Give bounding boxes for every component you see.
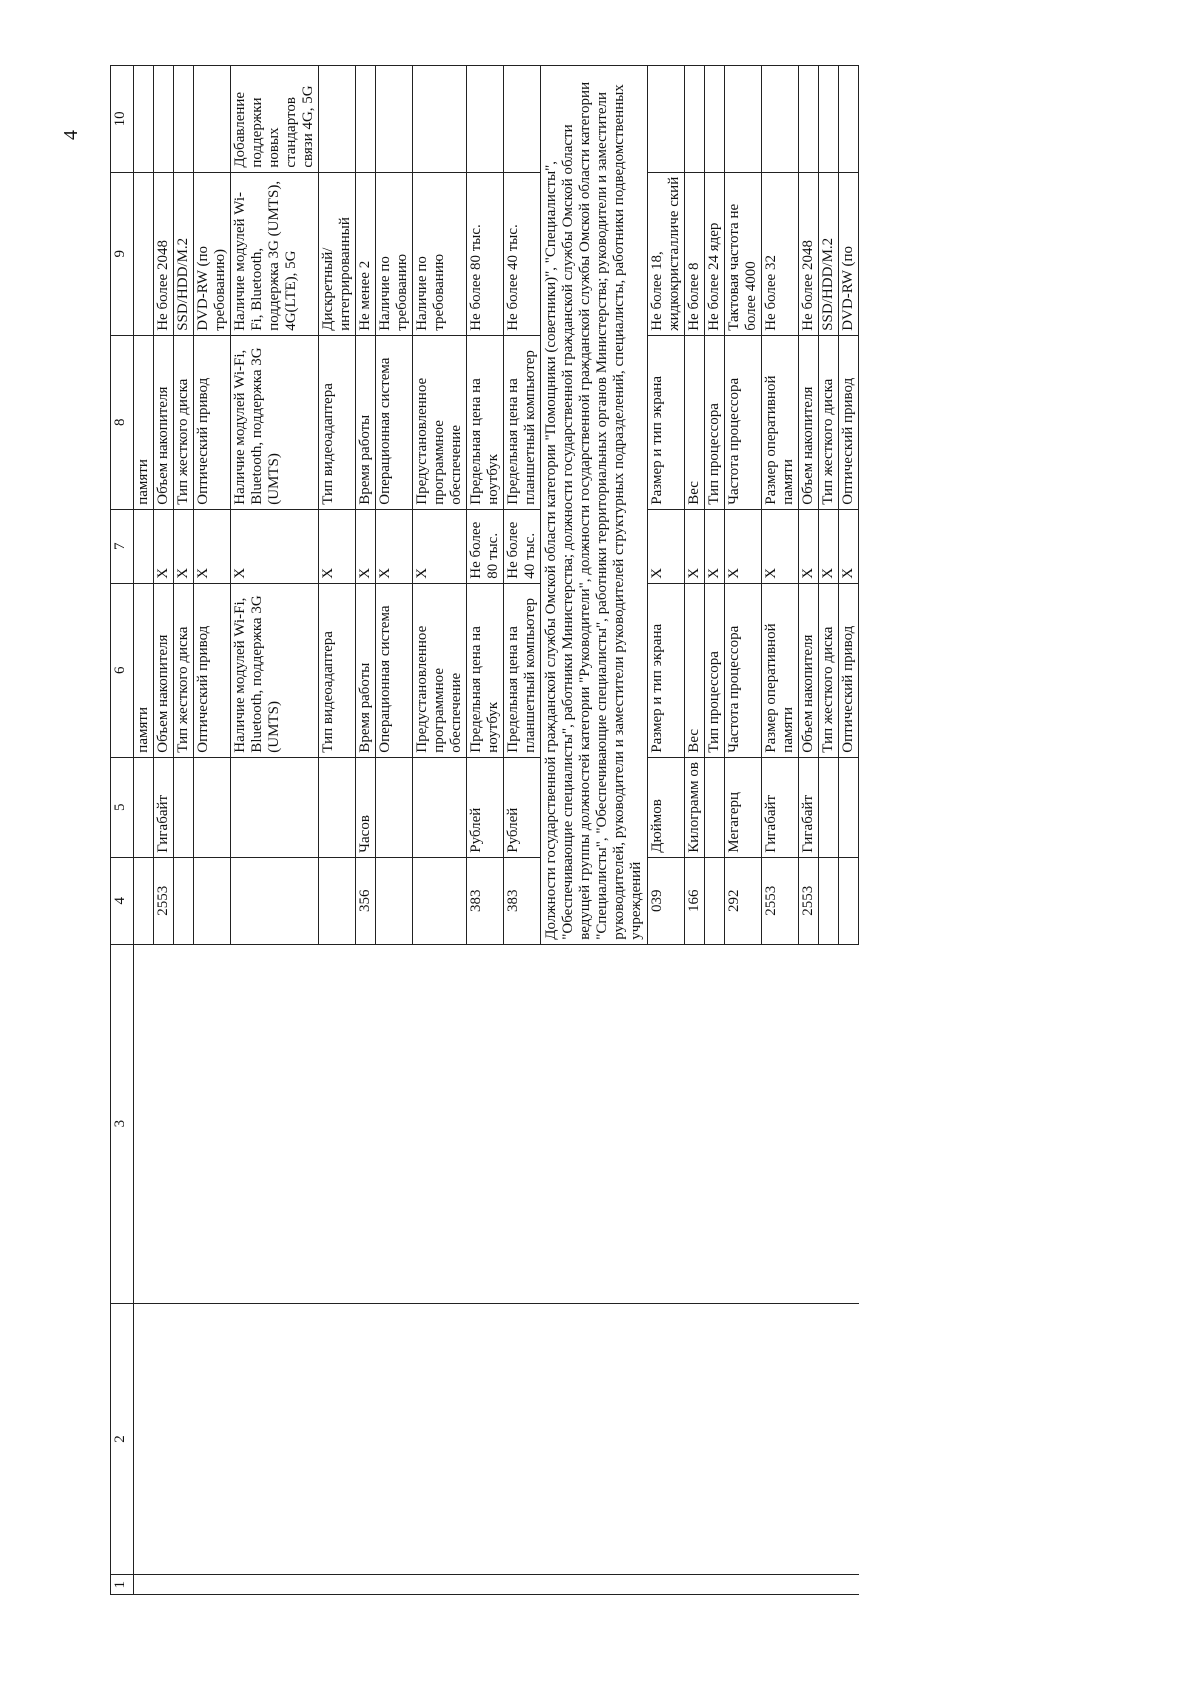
cell-value: Дискретный/ интегрированный	[319, 172, 356, 335]
cell-ext	[413, 66, 467, 173]
table-row	[174, 66, 194, 1595]
cell-base: X	[725, 509, 762, 583]
table-row	[504, 66, 541, 1595]
cell-ext	[134, 66, 154, 173]
table-row	[762, 66, 799, 1595]
cell-unit: Часов	[356, 757, 376, 857]
cell-value: Не более 2048	[799, 172, 819, 335]
cell-value: Наличие модулей Wi-Fi, Bluetooth, поддержка 3G (UMTS), 4G(LTE), 5G	[231, 172, 319, 335]
cell-base: X	[174, 509, 194, 583]
cell-char: Тип процессора	[705, 335, 725, 509]
cell-base: X	[819, 509, 839, 583]
cell-code: 2553	[762, 857, 799, 944]
cell-code: 039	[648, 857, 685, 944]
characteristics-table	[110, 65, 859, 1595]
table-row	[154, 66, 174, 1595]
cell-char: Размер и тип экрана	[648, 335, 685, 509]
cell-char: Предельная цена на планшетный компьютер	[504, 335, 541, 509]
cell-code	[376, 857, 413, 944]
cell-base: X	[376, 509, 413, 583]
cell-code: 292	[725, 857, 762, 944]
cell-name: Тип процессора	[705, 583, 725, 757]
cell-unit	[231, 757, 319, 857]
rotated-table-sheet	[110, 65, 859, 1595]
table-row	[231, 66, 319, 1595]
cell-unit: Гигабайт	[154, 757, 174, 857]
cell-code	[174, 857, 194, 944]
cell-code	[705, 857, 725, 944]
cell-base: X	[356, 509, 376, 583]
cell-name: памяти	[134, 583, 154, 757]
cell-name: Оптический привод	[194, 583, 231, 757]
table-row	[705, 66, 725, 1595]
cell-base: X	[799, 509, 819, 583]
cell-value: Наличие по требованию	[413, 172, 467, 335]
cell-unit: Мегагерц	[725, 757, 762, 857]
cell-base: X	[839, 509, 859, 583]
col-num: 7	[111, 509, 134, 583]
cell-value: Тактовая частота не более 4000	[725, 172, 762, 335]
cell-char: Размер оперативной памяти	[762, 335, 799, 509]
cell-char: Тип видеоадаптера	[319, 335, 356, 509]
cell-name: Предельная цена на планшетный компьютер	[504, 583, 541, 757]
cell-base	[134, 509, 154, 583]
cell-base: X	[413, 509, 467, 583]
cell-char: Время работы	[356, 335, 376, 509]
cell-base: X	[648, 509, 685, 583]
section-heading-row	[541, 66, 648, 1595]
cell-code: 166	[685, 857, 705, 944]
cell-unit	[819, 757, 839, 857]
cell-ext	[705, 66, 725, 173]
cell-ext	[762, 66, 799, 173]
table-body	[111, 66, 859, 1595]
cell-ext	[319, 66, 356, 173]
col-num: 8	[111, 335, 134, 509]
cell-base: X	[194, 509, 231, 583]
cell-ext	[799, 66, 819, 173]
cell-unit	[174, 757, 194, 857]
cell-value: Не более 40 тыс.	[504, 172, 541, 335]
cell-value: DVD-RW (по	[839, 172, 859, 335]
cell-char: Частота процессора	[725, 335, 762, 509]
table-row	[319, 66, 356, 1595]
table-row	[685, 66, 705, 1595]
cell-value: Не более 18, жидкокристалличе ский	[648, 172, 685, 335]
cell-char: Операционная система	[376, 335, 413, 509]
cell-value: SSD/HDD/M.2	[174, 172, 194, 335]
col-num: 2	[111, 1303, 134, 1575]
table-row	[376, 66, 413, 1595]
cell-ext	[685, 66, 705, 173]
cell-ext	[504, 66, 541, 173]
table-row	[648, 66, 685, 1595]
cell-code: 383	[467, 857, 504, 944]
cell-value: Не более 24 ядер	[705, 172, 725, 335]
cell-unit: Рублей	[467, 757, 504, 857]
col-num: 3	[111, 944, 134, 1303]
cell-unit	[134, 757, 154, 857]
cell-base: X	[705, 509, 725, 583]
cell-code	[194, 857, 231, 944]
cell-base: Не более 40 тыс.	[504, 509, 541, 583]
cell-char: Вес	[685, 335, 705, 509]
cell-char: Оптический привод	[839, 335, 859, 509]
cell-code	[134, 857, 154, 944]
cell-char: Объем накопителя	[154, 335, 174, 509]
cell-char: Наличие модулей Wi-Fi, Bluetooth, поддержка 3G (UMTS)	[231, 335, 319, 509]
table-row	[134, 66, 154, 1595]
cell-code: 383	[504, 857, 541, 944]
col-num: 1	[111, 1575, 134, 1595]
section-heading: Должности государственной гражданской службы Омской области категории "Помощники (советники)", "Специалисты", "Обеспечивающие специалисты", работники Министерства; должности государственной гражданской службы Омской области ведущей группы должностей категории "Руководители", должности государственной гражданской службы Омской области категории "Специалисты", "Обеспечивающие специалисты", работники территориальных органов Министерства; руководители и заместители руководителей, руководители и заместители руководителей структурных подразделений, специалисты, работники подведомственных учреждений	[541, 66, 648, 945]
cell-name: Тип жесткого диска	[819, 583, 839, 757]
cell-char: Предельная цена на ноутбук	[467, 335, 504, 509]
cell-code	[319, 857, 356, 944]
cell-unit	[839, 757, 859, 857]
col-num: 6	[111, 583, 134, 757]
cell-unit	[319, 757, 356, 857]
cell-base: Не более 80 тыс.	[467, 509, 504, 583]
column-numbers-row	[111, 66, 134, 1595]
cell-base: X	[231, 509, 319, 583]
cell-unit	[376, 757, 413, 857]
cell-name: Объем накопителя	[799, 583, 819, 757]
cell-code	[231, 857, 319, 944]
cell-ext	[376, 66, 413, 173]
cell-name: Операционная система	[376, 583, 413, 757]
cell-base: X	[685, 509, 705, 583]
cell-unit	[705, 757, 725, 857]
cell-code: 356	[356, 857, 376, 944]
cell-ext: Добавление поддержки новых стандартов связи 4G, 5G	[231, 66, 319, 173]
page-number: 4	[60, 130, 82, 140]
cell-value: SSD/HDD/M.2	[819, 172, 839, 335]
cell-value: DVD-RW (по требованию)	[194, 172, 231, 335]
cell-name: Тип видеоадаптера	[319, 583, 356, 757]
cell-name: Предустановленное программное обеспечение	[413, 583, 467, 757]
col-num: 10	[111, 66, 134, 173]
cell-name: Частота процессора	[725, 583, 762, 757]
cell-ext	[356, 66, 376, 173]
table-row	[839, 66, 859, 1595]
cell-unit: Дюймов	[648, 757, 685, 857]
table-row	[467, 66, 504, 1595]
cell-value	[134, 172, 154, 335]
table-row	[819, 66, 839, 1595]
cell-name: Размер оперативной памяти	[762, 583, 799, 757]
table-row	[356, 66, 376, 1595]
cell-code	[413, 857, 467, 944]
cell-name: Предельная цена на ноутбук	[467, 583, 504, 757]
cell-value: Не более 80 тыс.	[467, 172, 504, 335]
cell-name: Объем накопителя	[154, 583, 174, 757]
cell-base: X	[154, 509, 174, 583]
cell-ext	[194, 66, 231, 173]
cell-base: X	[319, 509, 356, 583]
cell-code	[839, 857, 859, 944]
col-num: 9	[111, 172, 134, 335]
cell-value: Не более 2048	[154, 172, 174, 335]
cell-value: Не более 32	[762, 172, 799, 335]
cell-unit: Гигабайт	[762, 757, 799, 857]
cell-ext	[819, 66, 839, 173]
cell-code: 2553	[799, 857, 819, 944]
cell-unit	[194, 757, 231, 857]
cell-ext	[154, 66, 174, 173]
cell-ext	[467, 66, 504, 173]
cell-name: Вес	[685, 583, 705, 757]
cell-name: Оптический привод	[839, 583, 859, 757]
table-row	[194, 66, 231, 1595]
cell-char: Оптический привод	[194, 335, 231, 509]
table-row	[413, 66, 467, 1595]
cell-name: Наличие модулей Wi-Fi, Bluetooth, поддержка 3G (UMTS)	[231, 583, 319, 757]
table-row	[725, 66, 762, 1595]
cell-unit: Рублей	[504, 757, 541, 857]
cell-name: Размер и тип экрана	[648, 583, 685, 757]
cell-code: 2553	[154, 857, 174, 944]
cell-code	[819, 857, 839, 944]
cell-value: Не более 8	[685, 172, 705, 335]
cell-base: X	[762, 509, 799, 583]
cell-name: Тип жесткого диска	[174, 583, 194, 757]
col-num: 5	[111, 757, 134, 857]
table-row	[799, 66, 819, 1595]
cell-ext	[839, 66, 859, 173]
cell-char: Тип жесткого диска	[819, 335, 839, 509]
cell-name: Время работы	[356, 583, 376, 757]
cell-unit	[413, 757, 467, 857]
cell-value: Наличие по требованию	[376, 172, 413, 335]
cell-char: Предустановленное программное обеспечение	[413, 335, 467, 509]
cell-ext	[648, 66, 685, 173]
cell-unit: Килограмм ов	[685, 757, 705, 857]
cell-char: Объем накопителя	[799, 335, 819, 509]
cell-char: Тип жесткого диска	[174, 335, 194, 509]
cell-ext	[174, 66, 194, 173]
cell-ext	[725, 66, 762, 173]
cell-char: памяти	[134, 335, 154, 509]
cell-unit: Гигабайт	[799, 757, 819, 857]
cell-value: Не менее 2	[356, 172, 376, 335]
col-num: 4	[111, 857, 134, 944]
